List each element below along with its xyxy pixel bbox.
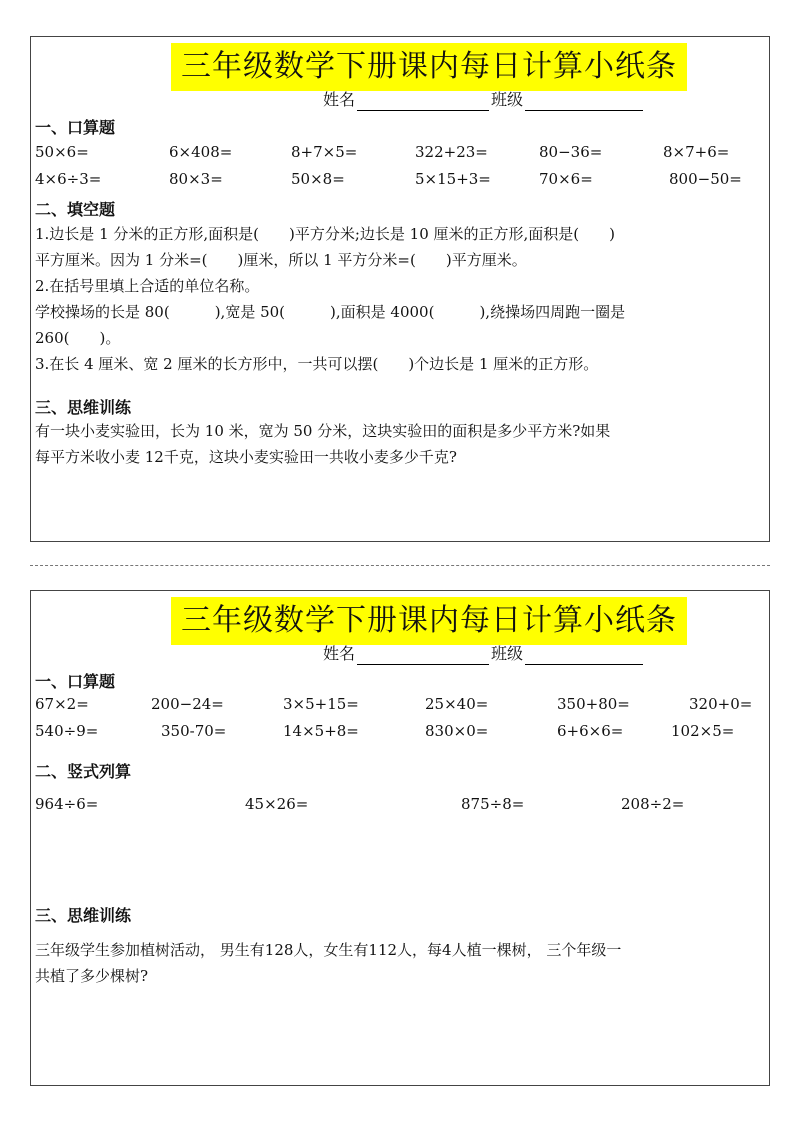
problem-item: 320+0=	[689, 695, 753, 713]
question-line: 2.在括号里填上合适的单位名称。	[35, 277, 260, 295]
worksheet-title: 三年级数学下册课内每日计算小纸条	[171, 43, 687, 91]
name-label: 姓名	[323, 644, 356, 663]
class-blank[interactable]	[525, 95, 643, 111]
problem-item: 8+7×5=	[291, 143, 358, 161]
problem-item: 3×5+15=	[283, 695, 359, 713]
question-line: 三年级学生参加植树活动， 男生有128人，女生有112人，每4人植一棵树， 三个年级一	[35, 941, 622, 959]
question-line: 每平方米收小麦 12千克，这块小麦实验田一共收小麦多少千克?	[35, 448, 457, 466]
problem-item: 875÷8=	[461, 795, 525, 813]
problem-item: 350-70=	[161, 722, 227, 740]
problem-item: 67×2=	[35, 695, 89, 713]
cut-line-divider	[30, 565, 770, 566]
section-heading-thinking: 三、思维训练	[35, 398, 132, 417]
section-heading-vertical: 二、竖式列算	[35, 762, 132, 781]
problem-item: 70×6=	[539, 170, 593, 188]
section-heading-fill: 二、填空题	[35, 200, 116, 219]
question-line: 3.在长 4 厘米、宽 2 厘米的长方形中，一共可以摆( )个边长是 1 厘米的正方形。	[35, 355, 599, 373]
name-class-row	[323, 89, 645, 111]
name-class-row	[323, 643, 645, 665]
problem-item: 8×7+6=	[663, 143, 730, 161]
oral-row-1	[31, 695, 769, 717]
name-blank[interactable]	[357, 95, 489, 111]
class-blank[interactable]	[525, 649, 643, 665]
problem-item: 322+23=	[415, 143, 488, 161]
problem-item: 102×5=	[671, 722, 735, 740]
name-blank[interactable]	[357, 649, 489, 665]
section-heading-oral: 一、口算题	[35, 118, 116, 137]
problem-item: 540÷9=	[35, 722, 99, 740]
question-line: 260( )。	[35, 329, 121, 347]
question-line: 学校操场的长是 80( ),宽是 50( ),面积是 4000( ),绕操场四周跑一圈是	[35, 303, 626, 321]
problem-item: 964÷6=	[35, 795, 99, 813]
problem-item: 6+6×6=	[557, 722, 624, 740]
worksheet-title: 三年级数学下册课内每日计算小纸条	[171, 597, 687, 645]
question-line: 1.边长是 1 分米的正方形,面积是( )平方分米;边长是 10 厘米的正方形,面积是( )	[35, 225, 616, 243]
problem-item: 350+80=	[557, 695, 630, 713]
problem-item: 80×3=	[169, 170, 223, 188]
problem-item: 25×40=	[425, 695, 489, 713]
thinking-question	[35, 418, 763, 470]
question-line: 平方厘米。因为 1 分米=( )厘米，所以 1 平方分米=( )平方厘米。	[35, 251, 527, 269]
question-line: 共植了多少棵树?	[35, 967, 149, 985]
oral-row-2	[31, 170, 769, 192]
section-heading-oral: 一、口算题	[35, 672, 116, 691]
problem-item: 208÷2=	[621, 795, 685, 813]
class-label: 班级	[491, 90, 524, 109]
problem-item: 50×8=	[291, 170, 345, 188]
problem-item: 800−50=	[669, 170, 742, 188]
worksheet-card-2	[30, 590, 770, 1086]
oral-row-2	[31, 722, 769, 744]
problem-item: 6×408=	[169, 143, 233, 161]
question-line: 有一块小麦实验田，长为 10 米，宽为 50 分米，这块实验田的面积是多少平方米?如果	[35, 422, 611, 440]
problem-item: 830×0=	[425, 722, 489, 740]
problem-item: 4×6÷3=	[35, 170, 102, 188]
oral-row-1	[31, 143, 769, 165]
problem-item: 14×5+8=	[283, 722, 359, 740]
vertical-calc-row	[31, 795, 769, 817]
class-label: 班级	[491, 644, 524, 663]
problem-item: 50×6=	[35, 143, 89, 161]
thinking-question	[35, 937, 763, 989]
problem-item: 200−24=	[151, 695, 224, 713]
worksheet-card-1	[30, 36, 770, 542]
section-heading-thinking: 三、思维训练	[35, 906, 132, 925]
fill-in-questions	[35, 221, 763, 377]
problem-item: 5×15+3=	[415, 170, 491, 188]
problem-item: 45×26=	[245, 795, 309, 813]
name-label: 姓名	[323, 90, 356, 109]
problem-item: 80−36=	[539, 143, 603, 161]
